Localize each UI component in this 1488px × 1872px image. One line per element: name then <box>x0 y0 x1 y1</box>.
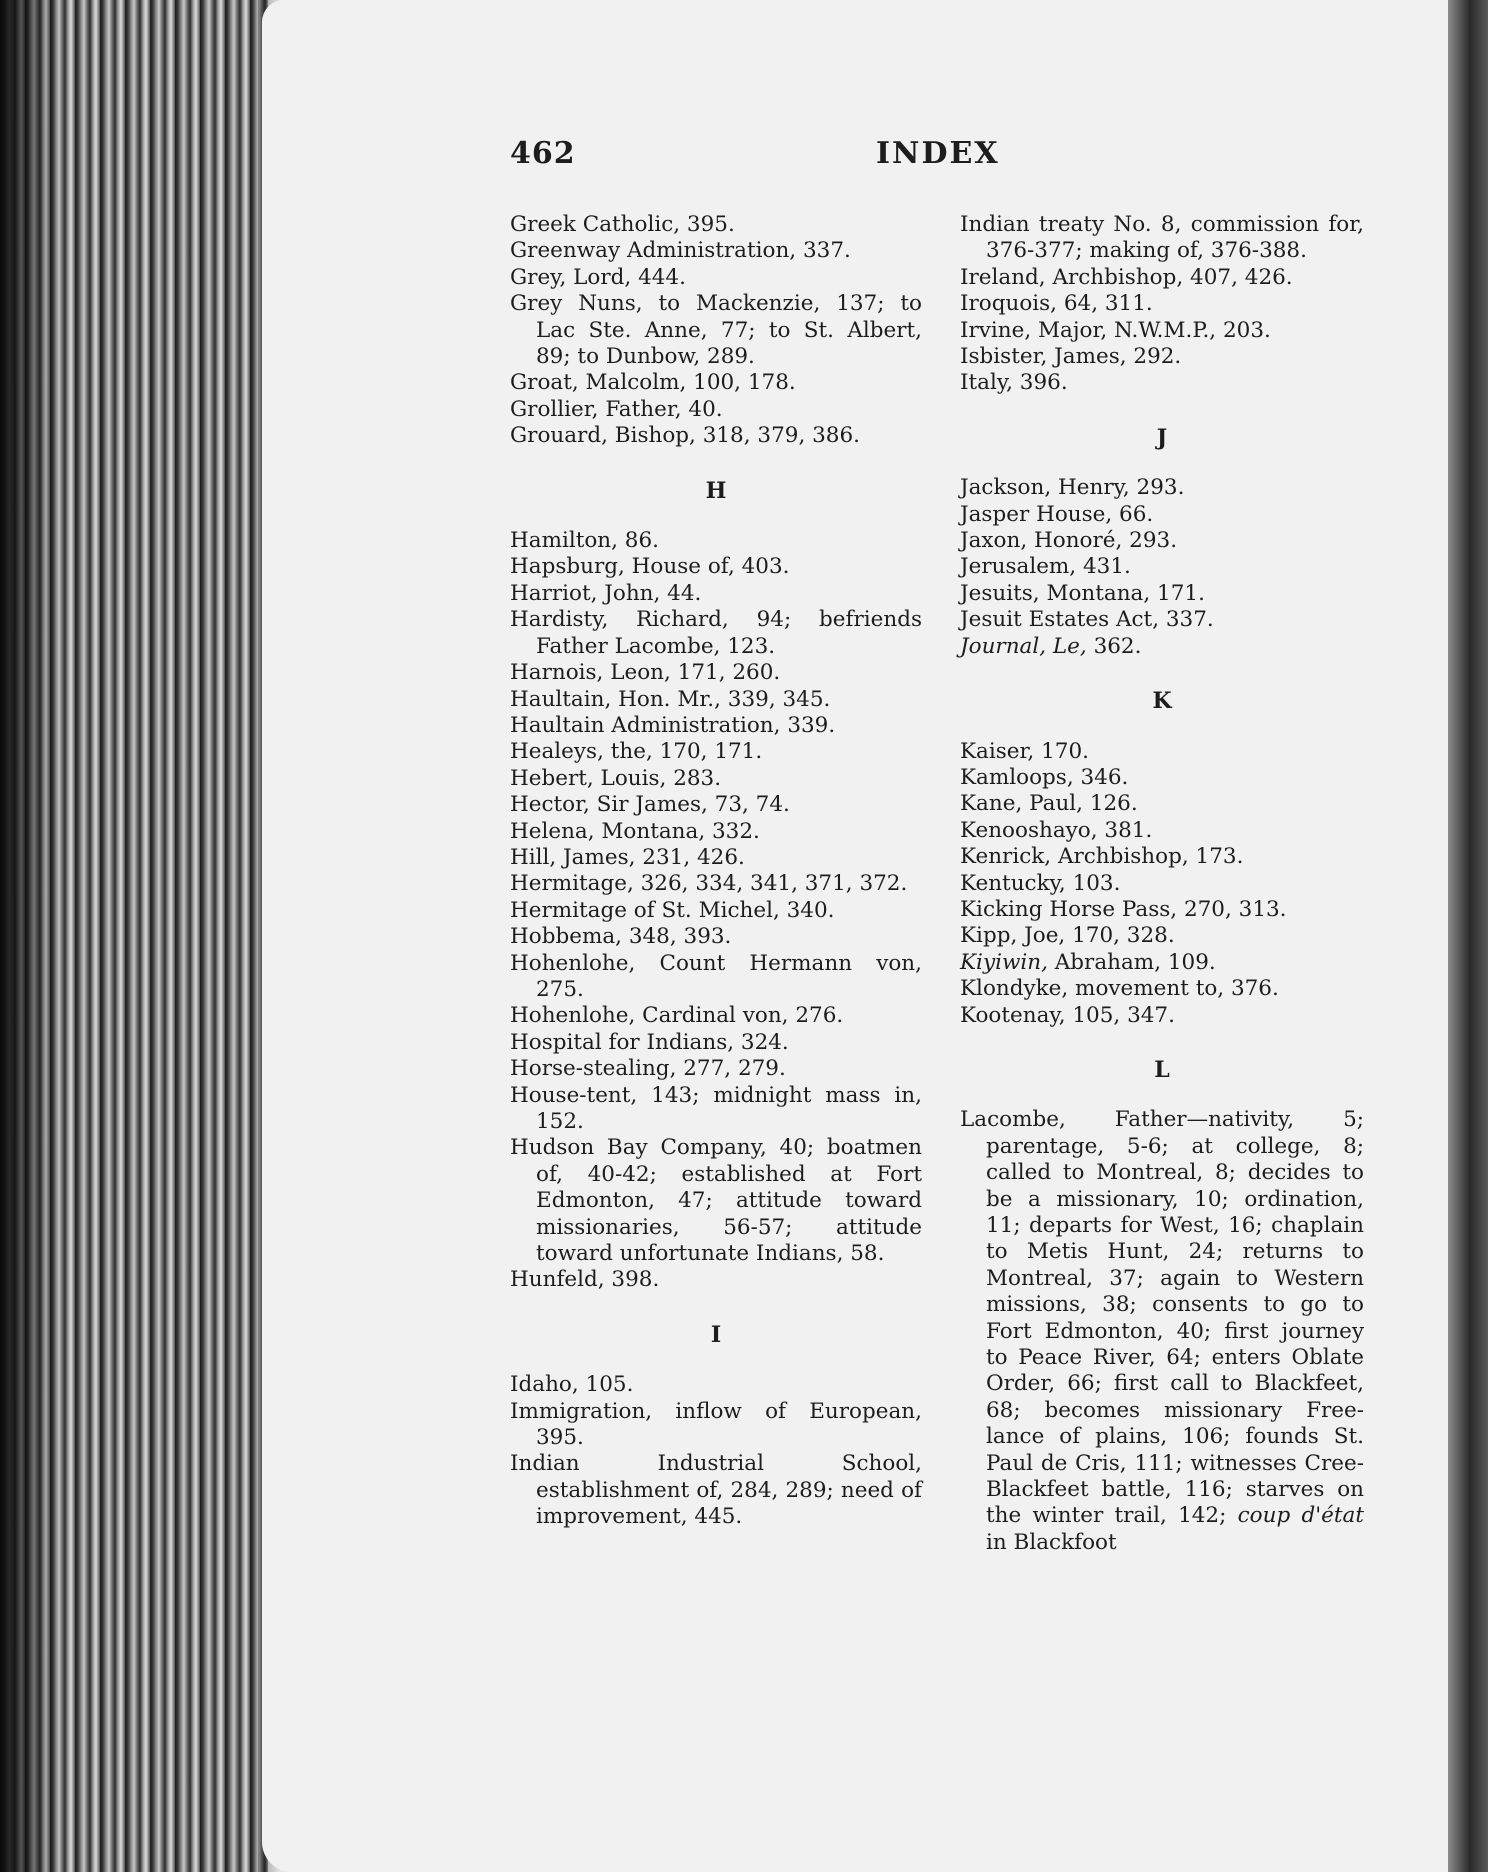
page-title: INDEX <box>876 136 1000 171</box>
index-entry: Isbister, James, 292. <box>960 344 1182 370</box>
letter-heading-k: K <box>1152 688 1172 715</box>
index-entry: Hermitage of St. Michel, 340. <box>510 897 835 923</box>
i-entries-continued <box>960 212 1364 397</box>
k-entries <box>960 739 1364 1029</box>
index-entry: Jerusalem, 431. <box>960 554 1131 580</box>
index-entry: Iroquois, 64, 311. <box>960 291 1153 317</box>
entry-text: Lacombe, Father—nativity, 5; parentage, 5-6; at college, 8; called to Montreal, 8; decides to be a missionary, 10; ordination, 11; departs for West, 16; chaplain to Metis Hunt, 24; returns to Montreal, 37; again to Western missions, 38; consents to go to Fort Edmonton, 40; first journey to Peace River, 64; enters Oblate Order, 66; first call to Blackfeet, 68; becomes missionary Free-lance of plains, 106; founds St. Paul de Cris, 111; witnesses Cree-Blackfeet battle, 116; starves on the winter trail, 142; <box>960 1107 1364 1529</box>
entry-pages: 362. <box>1086 633 1142 659</box>
index-entry: Greek Catholic, 395. <box>510 212 735 237</box>
index-entry: Jackson, Henry, 293. <box>960 475 1185 501</box>
index-entry: Irvine, Major, N.W.M.P., 203. <box>960 317 1271 343</box>
index-entry: Kootenay, 105, 347. <box>960 1002 1175 1028</box>
entry-text-tail: in Blackfoot <box>986 1529 1117 1555</box>
index-entry: Hamilton, 86. <box>510 528 659 554</box>
index-entry: Immigration, inflow of European, 395. <box>510 1398 922 1451</box>
index-entry: Hohenlohe, Count Hermann von, 275. <box>510 950 922 1002</box>
index-entry-lacombe <box>960 1107 1364 1556</box>
index-entry: Klondyke, movement to, 376. <box>960 976 1279 1002</box>
index-entry: Kamloops, 346. <box>960 764 1129 790</box>
index-entry: Idaho, 105. <box>510 1372 634 1398</box>
index-entry: Hohenlohe, Cardinal von, 276. <box>510 1003 844 1029</box>
index-entry: Hardisty, Richard, 94; befriends Father Lacombe, 123. <box>510 607 922 659</box>
index-column-right <box>960 212 1364 1556</box>
entry-italic-title: Journal, Le, <box>960 633 1087 659</box>
index-entry: Grouard, Bishop, 318, 379, 386. <box>510 423 860 449</box>
index-column-left <box>510 212 922 1531</box>
index-entry: Kane, Paul, 126. <box>960 791 1138 817</box>
index-entry: Groat, Malcolm, 100, 178. <box>510 370 796 396</box>
index-entry: Kaiser, 170. <box>960 738 1089 764</box>
index-entry: Jasper House, 66. <box>960 501 1154 527</box>
index-entry: Jesuit Estates Act, 337. <box>960 607 1214 633</box>
index-entry: Harriot, John, 44. <box>510 580 702 606</box>
index-entry: Kicking Horse Pass, 270, 313. <box>960 896 1287 922</box>
index-entry: Kentucky, 103. <box>960 870 1121 896</box>
letter-heading-l: L <box>1154 1056 1170 1083</box>
index-entry: Indian Industrial School, establishment of, 284, 289; need of improvement, 445. <box>510 1451 922 1530</box>
index-entry: Kipp, Joe, 170, 328. <box>960 923 1175 949</box>
entry-pages: Abraham, 109. <box>1047 949 1216 975</box>
book-binding <box>1448 0 1488 1872</box>
index-entry: Ireland, Archbishop, 407, 426. <box>960 264 1293 290</box>
index-entry: Jesuits, Montana, 171. <box>960 580 1205 606</box>
index-entry: Haultain Administration, 339. <box>510 712 836 738</box>
index-entry: Kenooshayo, 381. <box>960 817 1153 843</box>
letter-heading-j: J <box>1156 424 1168 451</box>
index-entry: Haultain, Hon. Mr., 339, 345. <box>510 686 831 712</box>
index-entry: Hapsburg, House of, 403. <box>510 554 790 580</box>
index-entry <box>960 950 1364 976</box>
entry-italic-name: Kiyiwin, <box>960 949 1048 975</box>
entry-italic-phrase: coup d'état <box>1237 1503 1364 1529</box>
index-entry: Italy, 396. <box>960 370 1068 396</box>
index-entry: Harnois, Leon, 171, 260. <box>510 660 781 686</box>
index-entry: Indian treaty No. 8, commission for, 376-377; making of, 376-388. <box>960 212 1364 264</box>
index-entry: Jaxon, Honoré, 293. <box>960 528 1178 554</box>
g-entries <box>510 212 922 450</box>
index-entry: Hermitage, 326, 334, 341, 371, 372. <box>510 871 908 897</box>
index-entry: Grey, Lord, 444. <box>510 264 686 290</box>
index-entry: Hebert, Louis, 283. <box>510 765 722 791</box>
i-entries <box>510 1372 922 1530</box>
index-entry: Healeys, the, 170, 171. <box>510 739 763 765</box>
index-entry: House-tent, 143; midnight mass in, 152. <box>510 1082 922 1134</box>
index-entry: Grey Nuns, to Mackenzie, 137; to Lac Ste. Anne, 77; to St. Albert, 89; to Dunbow, 289. <box>510 291 922 370</box>
index-entry: Greenway Administration, 337. <box>510 238 851 264</box>
index-entry: Hudson Bay Company, 40; boatmen of, 40-42; established at Fort Edmonton, 47; attitude toward missionaries, 56-57; attitude toward unfortunate Indians, 58. <box>510 1135 922 1267</box>
letter-heading-h: H <box>705 477 727 504</box>
h-entries <box>510 528 922 1294</box>
index-entry <box>960 634 1364 660</box>
page-number: 462 <box>510 136 576 171</box>
index-entry: Kenrick, Archbishop, 173. <box>960 844 1244 870</box>
index-entry: Grollier, Father, 40. <box>510 396 723 422</box>
index-entry: Hobbema, 348, 393. <box>510 924 732 950</box>
index-entry: Helena, Montana, 332. <box>510 818 760 844</box>
letter-heading-i: I <box>710 1321 722 1348</box>
index-entry: Hill, James, 231, 426. <box>510 844 745 870</box>
index-entry: Hospital for Indians, 324. <box>510 1029 789 1055</box>
book-page-edges <box>0 0 268 1872</box>
index-entry: Hunfeld, 398. <box>510 1267 660 1293</box>
j-entries <box>960 475 1364 660</box>
index-entry: Horse-stealing, 277, 279. <box>510 1056 786 1082</box>
l-entries <box>960 1107 1364 1556</box>
index-entry: Hector, Sir James, 73, 74. <box>510 792 790 818</box>
